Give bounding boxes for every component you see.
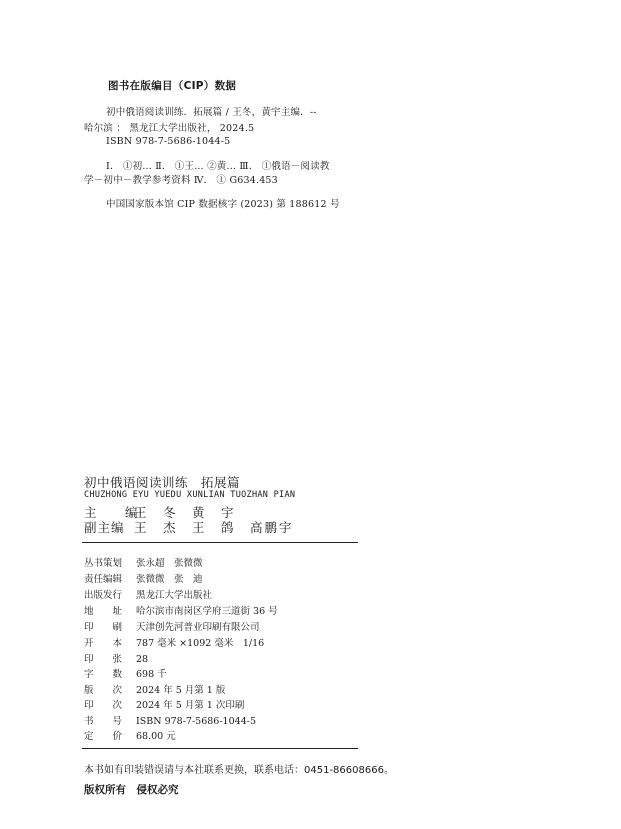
pub-row-word-count: 字 数 698 千 <box>84 669 167 680</box>
vice-editor-label: 副主编 <box>84 520 125 535</box>
cip-line-title: 初中俄语阅读训练．拓展篇 / 王冬，黄宇主编．-- <box>106 107 317 118</box>
divider-bottom <box>82 748 358 749</box>
cip-line-classification-cont: 学－初中－教学参考资料 Ⅳ． ① G634.453 <box>84 175 278 186</box>
pub-row-sheets: 印 张 28 <box>84 654 149 665</box>
cip-line-record-number: 中国国家版本馆 CIP 数据核字 (2023) 第 188612 号 <box>106 199 340 210</box>
cip-heading: 图书在版编目（CIP）数据 <box>108 80 237 92</box>
book-title-pinyin: CHUZHONG EYU YUEDU XUNLIAN TUOZHAN PIAN <box>84 490 296 500</box>
cip-line-isbn: ISBN 978-7-5686-1044-5 <box>106 136 231 147</box>
pub-row-series-planning: 丛书策划 张永超 张微微 <box>84 558 203 569</box>
pub-row-responsible-editor: 责任编辑 张微微 张 迪 <box>84 574 203 585</box>
vice-editor-row <box>84 518 294 536</box>
editor-label: 主 编 <box>84 505 146 520</box>
vice-editor-names: 王 杰 王 鸽 高鹏宇 <box>134 520 294 535</box>
cip-line-publisher: 哈尔滨 ： 黑龙江大学出版社， 2024.5 <box>84 123 255 134</box>
pub-row-printer: 印 刷 天津创先河普业印刷有限公司 <box>84 622 260 633</box>
cip-line-classification: Ⅰ． ①初… Ⅱ． ①王… ②黄… Ⅲ． ①俄语－阅读教 <box>106 161 330 172</box>
book-title: 初中俄语阅读训练 拓展篇 <box>84 475 241 490</box>
pub-row-publisher: 出版发行 黑龙江大学出版社 <box>84 590 213 601</box>
pub-row-price: 定 价 68.00 元 <box>84 731 176 742</box>
replacement-notice: 本书如有印装错误请与本社联系更换，联系电话：0451-86608666。 <box>84 765 394 776</box>
pub-row-edition: 版 次 2024 年 5 月第 1 版 <box>84 685 226 696</box>
divider-top <box>82 542 358 543</box>
pub-row-isbn: 书 号 ISBN 978-7-5686-1044-5 <box>84 716 256 727</box>
editor-names: 王 冬 黄 宇 <box>134 505 236 520</box>
pub-row-address: 地 址 哈尔滨市南岗区学府三道街 36 号 <box>84 606 278 617</box>
rights-statement: 版权所有 侵权必究 <box>84 784 179 796</box>
pub-row-printing: 印 次 2024 年 5 月第 1 次印刷 <box>84 700 245 711</box>
pub-row-format: 开 本 787 毫米 ×1092 毫米 1/16 <box>84 638 265 649</box>
